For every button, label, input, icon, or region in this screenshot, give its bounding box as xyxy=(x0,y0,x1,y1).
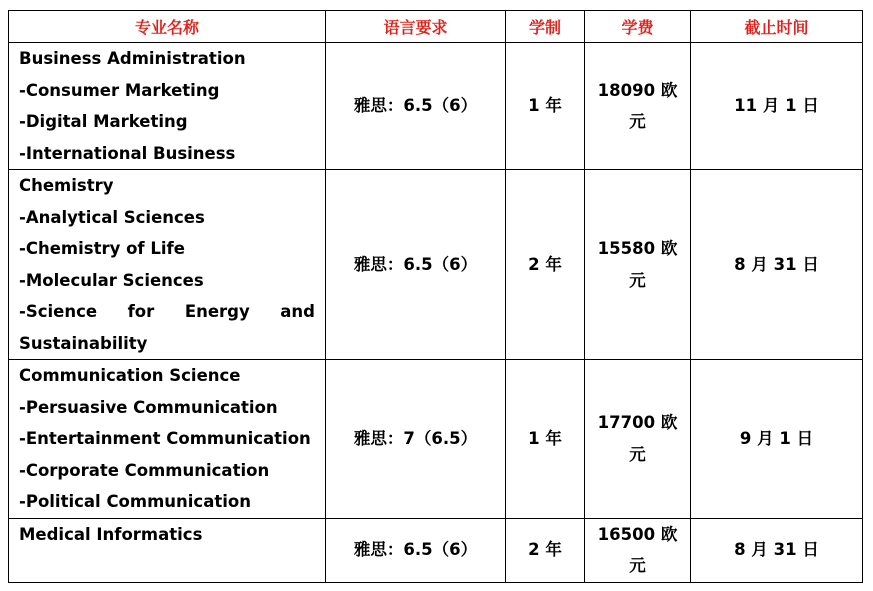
header-language: 语言要求 xyxy=(326,11,506,43)
header-fee: 学费 xyxy=(585,11,691,43)
program-name-cell xyxy=(9,360,326,519)
fee-cell xyxy=(585,360,691,519)
program-track: -Consumer Marketing xyxy=(19,80,220,100)
program-title: Business Administration xyxy=(19,49,246,68)
fee-unit: 元 xyxy=(629,112,646,131)
fee-amount: 18090 欧 xyxy=(597,80,678,100)
table-row xyxy=(9,43,863,170)
program-track: -Persuasive Communication xyxy=(19,397,278,417)
table-row xyxy=(9,518,863,582)
program-title: Medical Informatics xyxy=(19,524,203,544)
fee-amount: 17700 欧 xyxy=(597,413,678,433)
deadline-cell: 9 月 1 日 xyxy=(691,360,863,519)
deadline-cell: 8 月 31 日 xyxy=(691,518,863,582)
program-name-cell xyxy=(9,43,326,170)
program-track: -Corporate Communication xyxy=(19,460,270,480)
table-row xyxy=(9,170,863,360)
program-track: -Molecular Sciences xyxy=(19,270,204,290)
duration-cell: 1 年 xyxy=(506,43,585,170)
duration-cell: 1 年 xyxy=(506,360,585,519)
fee-unit: 元 xyxy=(629,556,646,575)
fee-amount: 16500 欧 xyxy=(597,524,678,544)
deadline-cell: 11 月 1 日 xyxy=(691,43,863,170)
program-title: Communication Science xyxy=(19,366,241,385)
program-track: -Science for Energy and xyxy=(19,302,315,321)
program-name-cell xyxy=(9,170,326,360)
table-row xyxy=(9,360,863,519)
fee-cell xyxy=(585,43,691,170)
fee-cell xyxy=(585,170,691,360)
language-cell: 雅思：6.5（6） xyxy=(326,518,506,582)
fee-amount: 15580 欧 xyxy=(597,239,678,258)
fee-unit: 元 xyxy=(629,270,646,290)
header-row xyxy=(9,11,863,43)
program-track: -International Business xyxy=(19,143,236,163)
fee-unit: 元 xyxy=(629,444,646,464)
program-track: -Chemistry of Life xyxy=(19,239,185,258)
program-title: Chemistry xyxy=(19,176,114,195)
language-cell: 雅思：7（6.5） xyxy=(326,360,506,519)
program-track: -Digital Marketing xyxy=(19,112,188,131)
language-cell: 雅思：6.5（6） xyxy=(326,43,506,170)
program-table xyxy=(8,10,863,583)
program-name-cell xyxy=(9,518,326,582)
header-deadline: 截止时间 xyxy=(691,11,863,43)
program-track: -Political Communication xyxy=(19,492,251,511)
language-cell: 雅思：6.5（6） xyxy=(326,170,506,360)
duration-cell: 2 年 xyxy=(506,518,585,582)
header-duration: 学制 xyxy=(506,11,585,43)
fee-cell xyxy=(585,518,691,582)
duration-cell: 2 年 xyxy=(506,170,585,360)
deadline-cell: 8 月 31 日 xyxy=(691,170,863,360)
program-track: -Entertainment Communication xyxy=(19,429,311,448)
header-program: 专业名称 xyxy=(9,11,326,43)
program-track: -Analytical Sciences xyxy=(19,207,205,227)
program-track: Sustainability xyxy=(19,333,148,353)
